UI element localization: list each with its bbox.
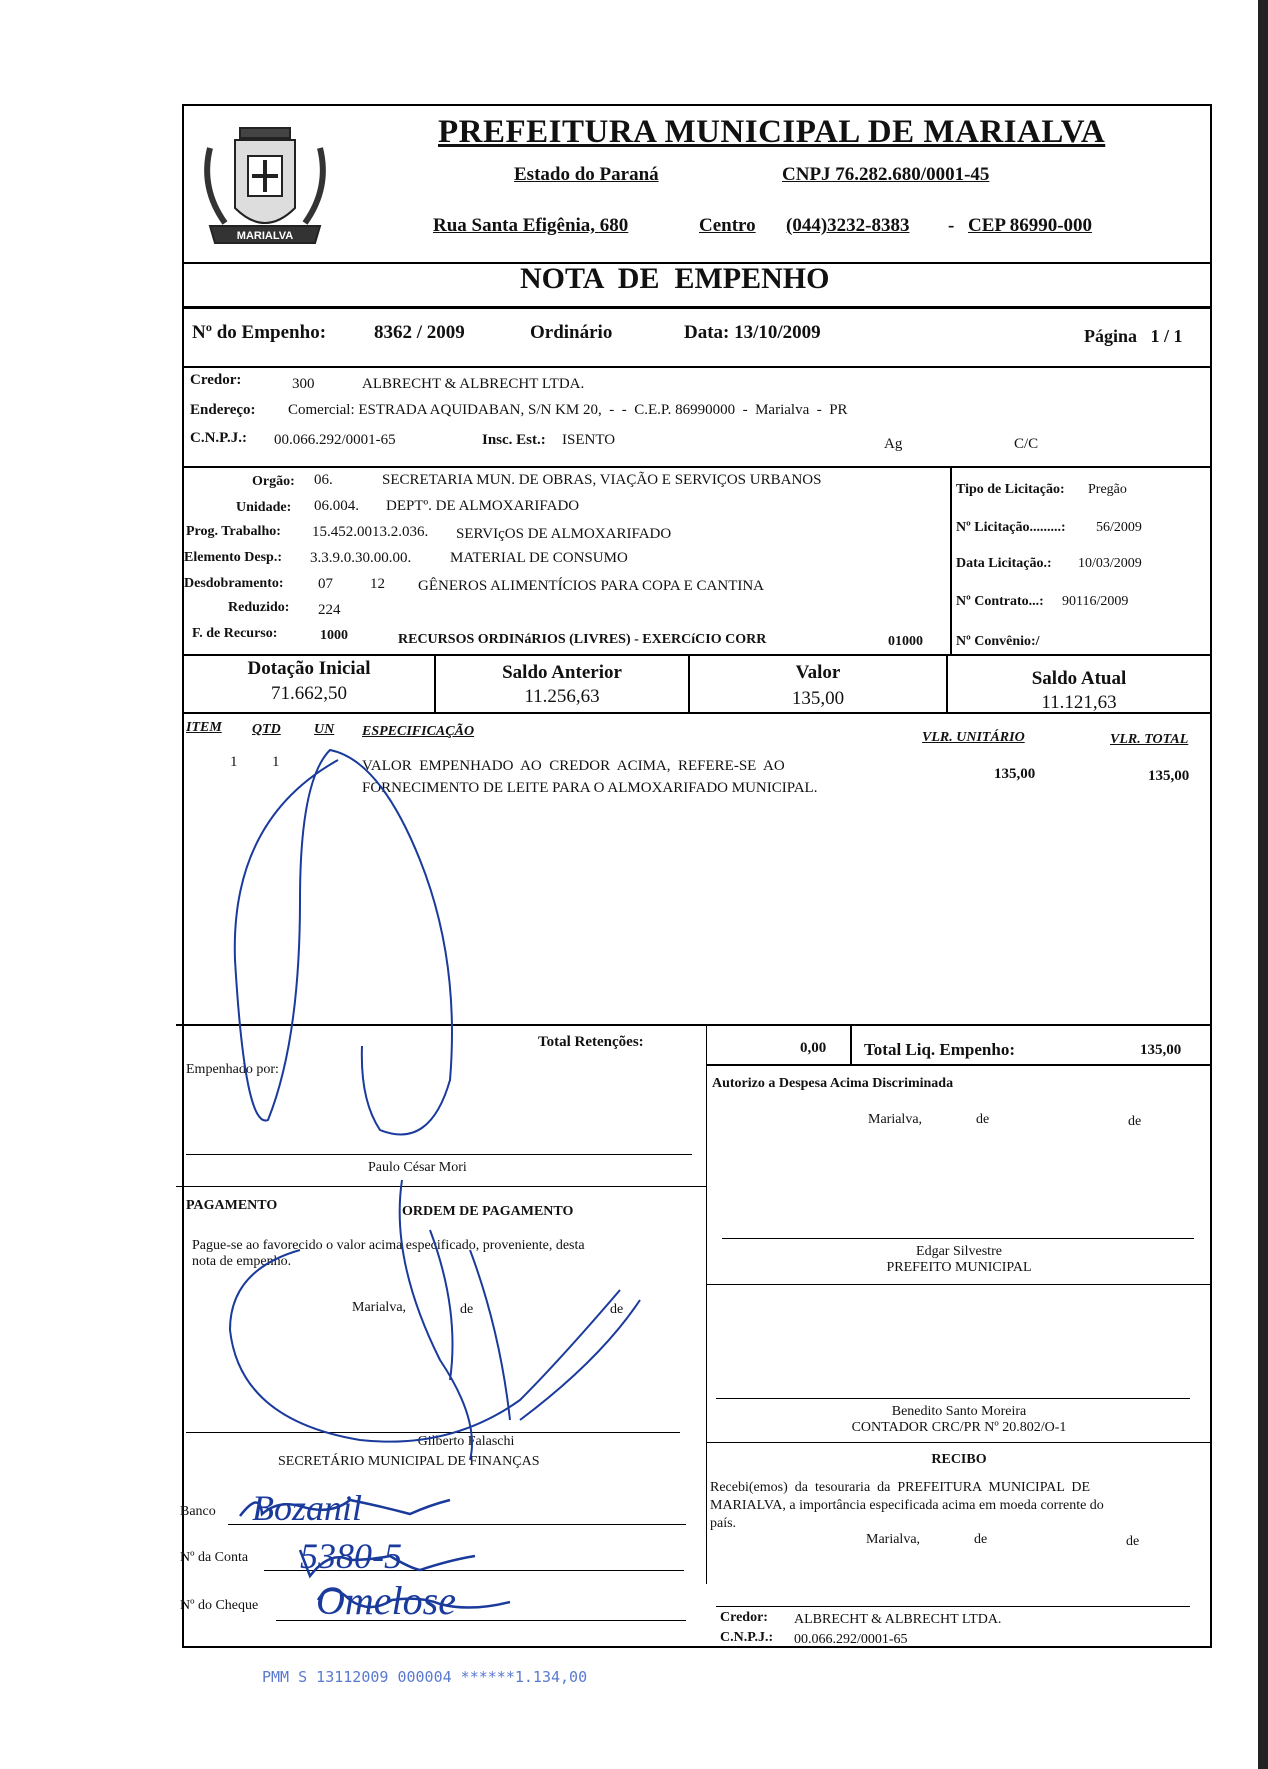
payment-stamp: PMM S 13112009 000004 ******1.134,00	[262, 1668, 588, 1686]
prefeito-role: PREFEITO MUNICIPAL	[886, 1260, 1032, 1275]
saldo-atual-label: Saldo Atual	[1031, 668, 1127, 689]
scan-edge	[1258, 0, 1268, 1769]
document-title: NOTA DE EMPENHO	[520, 262, 830, 295]
address-dash: -	[948, 215, 955, 236]
desdobramento-code1: 07	[318, 576, 333, 592]
credor-name: ALBRECHT & ALBRECHT LTDA.	[362, 376, 585, 392]
autorizo-de2: de	[1128, 1114, 1142, 1129]
unidade-code: 06.004.	[314, 498, 359, 514]
contrato-label: Nº Contrato...:	[956, 594, 1044, 609]
saldo-atual-value: 11.121,63	[1041, 692, 1117, 713]
conta-handwritten: 5380-5	[300, 1536, 402, 1576]
secretario-role: SECRETÁRIO MUNICIPAL DE FINANÇAS	[278, 1454, 540, 1469]
pagamento-de1: de	[460, 1302, 474, 1317]
item-vlr-total: 135,00	[1148, 768, 1190, 784]
prefeito-name: Edgar Silvestre	[916, 1244, 1002, 1259]
licitacao-number-value: 56/2009	[1096, 520, 1142, 535]
page-number: Página 1 / 1	[1084, 326, 1183, 346]
elemento-name: MATERIAL DE CONSUMO	[450, 550, 628, 566]
credor-label: Credor:	[190, 372, 242, 388]
recibo-title: RECIBO	[931, 1452, 987, 1467]
pagamento-text-line1: Pague-se ao favorecido o valor acima especificado, proveniente, desta	[192, 1238, 585, 1253]
orgao-name: SECRETARIA MUN. DE OBRAS, VIAÇÃO E SERVIÇOS URBANOS	[382, 472, 822, 488]
cnpj-value: 00.066.292/0001-65	[274, 432, 396, 448]
convenio-label: Nº Convênio:/	[956, 634, 1040, 649]
item-qtd: 1	[272, 754, 280, 770]
empenho-type: Ordinário	[530, 322, 613, 343]
crest-label: MARIALVA	[236, 230, 294, 242]
cnpj-header: CNPJ 76.282.680/0001-45	[782, 164, 990, 185]
fonte-code: 1000	[320, 628, 348, 643]
inscest-value: ISENTO	[562, 432, 616, 448]
tipo-licitacao-value: Pregão	[1088, 482, 1127, 497]
liq-empenho-value: 135,00	[1140, 1042, 1182, 1058]
retencoes-label: Total Retenções:	[538, 1034, 644, 1050]
recibo-text-line2: MARIALVA, a importância especificada acima em moeda corrente do	[710, 1498, 1104, 1513]
empenhado-signer: Paulo César Mori	[368, 1160, 467, 1175]
cheque-handwritten: Omelose	[316, 1578, 456, 1623]
valor-label: Valor	[795, 662, 841, 683]
item-desc-line1: VALOR EMPENHADO AO CREDOR ACIMA, REFERE-SE AO	[362, 758, 785, 774]
recibo-text-line1: Recebi(emos) da tesouraria da PREFEITURA MUNICIPAL DE	[710, 1480, 1091, 1495]
recibo-cnpj-value: 00.066.292/0001-65	[794, 1632, 908, 1647]
liq-empenho-label: Total Liq. Empenho:	[864, 1040, 1015, 1059]
fonte-name: RECURSOS ORDINáRIOS (LIVRES) - EXERCíCIO CORR	[398, 632, 767, 647]
col-header-qtd: QTD	[252, 722, 281, 737]
pagamento-place: Marialva,	[352, 1300, 407, 1315]
municipality-title: PREFEITURA MUNICIPAL DE MARIALVA	[438, 114, 1106, 150]
recibo-de1: de	[974, 1532, 988, 1547]
contrato-value: 90116/2009	[1062, 594, 1129, 609]
banco-handwritten: Bozanil	[252, 1488, 363, 1528]
reduzido-value: 224	[318, 602, 341, 618]
item-vlr-unit: 135,00	[994, 766, 1036, 782]
desdobramento-name: GÊNEROS ALIMENTÍCIOS PARA COPA E CANTINA	[418, 578, 765, 594]
col-header-vlr-unitario: VLR. UNITÁRIO	[922, 730, 1025, 745]
address-phone: (044)3232-8383	[786, 215, 910, 236]
col-header-un: UN	[314, 722, 335, 737]
reduzido-label: Reduzido:	[228, 600, 290, 615]
agencia-label: Ag	[884, 436, 903, 452]
item-number: 1	[230, 754, 238, 770]
dotacao-label: Dotação Inicial	[247, 658, 371, 679]
endereco-value: Comercial: ESTRADA AQUIDABAN, S/N KM 20, - - C.E.P. 86990000 - Marialva - PR	[288, 402, 848, 418]
autorizo-title: Autorizo a Despesa Acima Discriminada	[712, 1076, 954, 1091]
tipo-licitacao-label: Tipo de Licitação:	[956, 482, 1065, 497]
conta-corrente-label: C/C	[1014, 436, 1039, 452]
unidade-name: DEPTº. DE ALMOXARIFADO	[386, 498, 580, 514]
endereco-label: Endereço:	[190, 402, 256, 418]
prog-trabalho-label: Prog. Trabalho:	[186, 524, 281, 539]
address-street: Rua Santa Efigênia, 680	[433, 215, 629, 236]
autorizo-de1: de	[976, 1112, 990, 1127]
recibo-place: Marialva,	[866, 1532, 921, 1547]
contador-name: Benedito Santo Moreira	[891, 1404, 1027, 1419]
elemento-label: Elemento Desp.:	[184, 550, 282, 565]
pagamento-de2: de	[610, 1302, 624, 1317]
orgao-label: Orgão:	[252, 474, 295, 489]
fonte-number: 01000	[888, 634, 923, 649]
licitacao-date-value: 10/03/2009	[1078, 556, 1142, 571]
secretario-name: Gilberto Falaschi	[417, 1434, 515, 1449]
banco-label: Banco	[180, 1504, 216, 1519]
elemento-code: 3.3.9.0.30.00.00.	[310, 550, 412, 566]
conta-label: Nº da Conta	[180, 1550, 249, 1565]
recibo-de2: de	[1126, 1534, 1140, 1549]
cnpj-label: C.N.P.J.:	[190, 430, 247, 446]
retencoes-value: 0,00	[800, 1040, 827, 1056]
contador-role: CONTADOR CRC/PR Nº 20.802/O-1	[851, 1420, 1067, 1435]
empenho-label: Nº do Empenho:	[192, 322, 327, 343]
prog-trabalho-code: 15.452.0013.2.036.	[312, 524, 429, 540]
item-desc-line2: FORNECIMENTO DE LEITE PARA O ALMOXARIFADO MUNICIPAL.	[362, 780, 818, 796]
dotacao-value: 71.662,50	[271, 683, 347, 704]
licitacao-date-label: Data Licitação.:	[956, 556, 1052, 571]
empenho-number: 8362 / 2009	[374, 322, 465, 343]
orgao-code: 06.	[314, 472, 333, 488]
col-header-especificacao: ESPECIFICAÇÃO	[362, 724, 475, 739]
valor-value: 135,00	[791, 688, 845, 709]
state-label: Estado do Paraná	[514, 164, 659, 185]
saldo-anterior-value: 11.256,63	[524, 686, 600, 707]
empenho-date: Data: 13/10/2009	[684, 322, 821, 343]
pagamento-text-line2: nota de empenho.	[192, 1254, 292, 1269]
desdobramento-code2: 12	[370, 576, 385, 592]
cheque-label: Nº do Cheque	[180, 1598, 259, 1613]
unidade-label: Unidade:	[236, 500, 292, 515]
recibo-credor-value: ALBRECHT & ALBRECHT LTDA.	[794, 1612, 1002, 1627]
col-header-item: ITEM	[186, 720, 222, 735]
inscest-label: Insc. Est.:	[482, 432, 546, 448]
recibo-credor-label: Credor:	[720, 1610, 768, 1625]
address-district: Centro	[699, 215, 756, 236]
municipal-crest-icon	[190, 108, 340, 258]
fonte-label: F. de Recurso:	[192, 626, 278, 641]
desdobramento-label: Desdobramento:	[184, 576, 284, 591]
address-cep: CEP 86990-000	[968, 215, 1093, 236]
recibo-text-line3: país.	[710, 1516, 737, 1531]
saldo-anterior-label: Saldo Anterior	[502, 662, 622, 683]
recibo-cnpj-label: C.N.P.J.:	[720, 1630, 774, 1645]
empenhado-label: Empenhado por:	[186, 1062, 279, 1077]
pagamento-title: PAGAMENTO	[186, 1198, 278, 1213]
ordem-pagamento-title: ORDEM DE PAGAMENTO	[402, 1204, 574, 1219]
credor-code: 300	[292, 376, 315, 392]
col-header-vlr-total: VLR. TOTAL	[1110, 732, 1189, 747]
autorizo-place: Marialva,	[868, 1112, 923, 1127]
prog-trabalho-name: SERVIçOS DE ALMOXARIFADO	[456, 526, 672, 542]
licitacao-number-label: Nº Licitação.........:	[956, 520, 1066, 535]
